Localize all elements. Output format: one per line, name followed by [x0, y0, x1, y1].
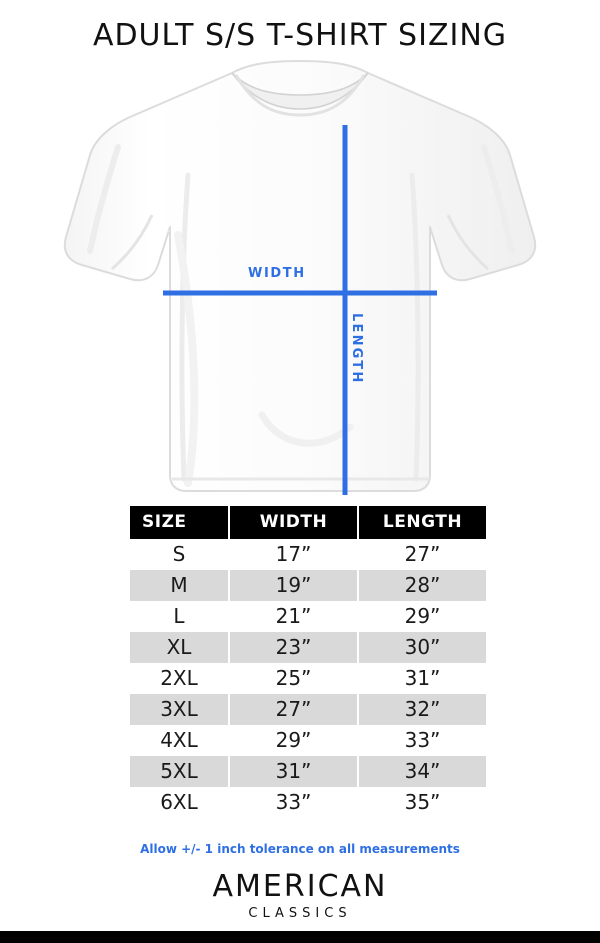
cell-length: 30” [358, 632, 486, 663]
brand-logo [0, 869, 600, 921]
cell-length: 33” [358, 725, 486, 756]
column-header-length: LENGTH [358, 506, 486, 539]
width-label: WIDTH [248, 266, 306, 281]
brand-tagline: CLASSICS [248, 906, 352, 921]
cell-size: 6XL [130, 787, 229, 818]
cell-width: 17” [229, 539, 358, 570]
cell-size: S [130, 539, 229, 570]
table-row [130, 756, 486, 787]
cell-width: 27” [229, 694, 358, 725]
cell-size: 5XL [130, 756, 229, 787]
cell-width: 19” [229, 570, 358, 601]
table-row [130, 570, 486, 601]
table-row [130, 632, 486, 663]
shirt-diagram [0, 55, 600, 495]
table-row [130, 694, 486, 725]
table-row [130, 663, 486, 694]
cell-size: XL [130, 632, 229, 663]
cell-width: 23” [229, 632, 358, 663]
cell-length: 31” [358, 663, 486, 694]
cell-length: 28” [358, 570, 486, 601]
page-title: ADULT S/S T-SHIRT SIZING [92, 18, 508, 53]
cell-length: 29” [358, 601, 486, 632]
table-row [130, 725, 486, 756]
tolerance-note: Allow +/- 1 inch tolerance on all measurements [140, 842, 460, 856]
cell-length: 35” [358, 787, 486, 818]
column-header-size: SIZE [130, 506, 229, 539]
cell-size: M [130, 570, 229, 601]
column-header-width: WIDTH [229, 506, 358, 539]
cell-width: 33” [229, 787, 358, 818]
cell-length: 34” [358, 756, 486, 787]
table-header-row [130, 506, 486, 539]
table-row [130, 539, 486, 570]
cell-size: L [130, 601, 229, 632]
bottom-bar [0, 931, 600, 943]
cell-length: 27” [358, 539, 486, 570]
cell-width: 29” [229, 725, 358, 756]
cell-size: 2XL [130, 663, 229, 694]
cell-size: 3XL [130, 694, 229, 725]
cell-size: 4XL [130, 725, 229, 756]
cell-width: 25” [229, 663, 358, 694]
size-table [130, 506, 486, 818]
table-row [130, 787, 486, 818]
table-row [130, 601, 486, 632]
length-label: LENGTH [349, 313, 364, 385]
cell-width: 31” [229, 756, 358, 787]
cell-length: 32” [358, 694, 486, 725]
cell-width: 21” [229, 601, 358, 632]
size-table-container [130, 506, 470, 818]
brand-name: AMERICAN [212, 869, 388, 904]
